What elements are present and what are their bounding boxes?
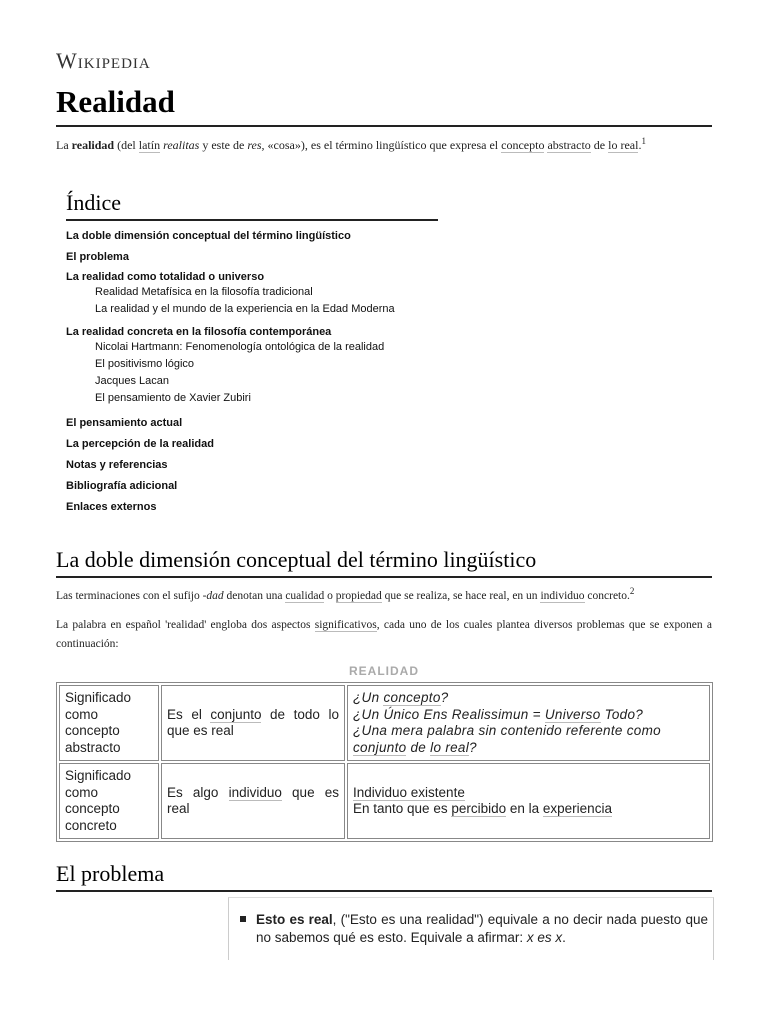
cell-line [353,707,704,724]
toc-item[interactable]: La doble dimensión conceptual del término lingüístico [66,230,351,242]
link-latin[interactable]: latín [138,138,161,152]
link-conjunto[interactable]: conjunto [353,739,407,755]
cell-text: de [406,739,431,755]
intro-text: . [638,138,642,152]
wikipedia-logo[interactable]: Wikipedia [56,48,151,73]
toc-divider [66,219,438,221]
para-text: concreto. [584,589,630,602]
table-cell [161,685,345,761]
table-cell [347,763,710,839]
section1-paragraph-2 [56,616,712,654]
toc-item[interactable]: La realidad como totalidad o universo [66,271,265,283]
cell-text: ¿Un [353,690,384,705]
realidad-table [56,682,713,842]
section-divider [56,890,712,892]
link-abstracto[interactable]: abstracto [547,138,591,152]
link-individuo[interactable]: individuo [540,589,585,602]
link-universo[interactable]: Universo [544,706,601,722]
toc-item[interactable]: Bibliografía adicional [66,480,178,492]
link-percibido[interactable]: percibido [451,801,507,816]
title-divider [56,125,712,127]
quote-text: . [562,930,566,945]
cell-text: En tanto que es [353,801,452,816]
table-row [59,763,710,839]
link-cualidad[interactable]: cualidad [285,589,325,602]
table-cell: Significado como concepto abstracto [59,685,159,761]
cell-text: Es el [167,706,211,722]
reference-2[interactable]: 2 [629,586,635,596]
link-individuo[interactable]: individuo [228,784,282,800]
para-text: que se realiza, se hace real, en un [381,589,541,602]
cell-line [353,723,704,756]
toc-item[interactable]: El problema [66,251,129,263]
toc-subitem[interactable]: El pensamiento de Xavier Zubiri [95,392,251,404]
intro-paragraph [56,132,716,154]
link-experiencia[interactable]: experiencia [542,801,612,816]
toc-item[interactable]: El pensamiento actual [66,417,183,429]
section-heading-el-problema: El problema [56,861,165,886]
toc-subitem[interactable]: Realidad Metafísica en la filosofía tradicional [95,286,313,298]
link-lo-real[interactable]: lo real [608,138,639,152]
cell-line [353,690,704,707]
toc-subitem[interactable]: La realidad y el mundo de la experiencia en la Edad Moderna [95,303,395,315]
intro-text: La [56,138,72,152]
cell-text: ¿Una mera palabra sin contenido referente como [353,723,661,738]
table-of-contents [66,227,526,519]
toc-item[interactable]: Enlaces externos [66,501,157,513]
cell-text: en la [506,801,543,816]
link-conjunto[interactable]: conjunto [210,706,262,722]
quote-bold: Esto es real [256,912,333,927]
para-text: La palabra en español 'realidad' engloba dos aspectos [56,619,315,631]
para-text: o [324,589,336,602]
cell-text: Es algo [167,784,229,800]
quote-italic: x es x [526,930,563,945]
toc-subitem[interactable]: El positivismo lógico [95,358,195,370]
toc-item[interactable]: Notas y referencias [66,459,168,471]
italic-dad: dad [206,589,224,602]
table-cell [347,685,710,761]
toc-item[interactable]: La percepción de la realidad [66,438,214,450]
intro-text: «cosa»), es el término lingüístico que expresa el [264,138,502,152]
cell-text: Todo? [600,706,644,722]
table-cell [161,763,345,839]
cell-text: que es real [167,784,339,816]
toc-group [66,269,526,324]
toc-subitem[interactable]: Jacques Lacan [95,375,169,387]
cell-text: ? [440,690,449,705]
link-significativos[interactable]: significativos [314,619,377,631]
para-text: denotan una [223,589,286,602]
cell-line [353,801,704,818]
cell-text: de todo lo que es real [167,706,339,738]
cell-text: ? [469,739,477,755]
toc-subitem[interactable]: Nicolai Hartmann: Fenomenología ontológica de la realidad [95,341,385,353]
table-cell: Significado como concepto concreto [59,763,159,839]
section-heading-doble-dimension: La doble dimensión conceptual del término lingüístico [56,547,537,572]
cell-line [353,785,704,802]
intro-text: (del [114,138,139,152]
para-text: , cada uno de los cuales plantea diversos problemas que se exponen a continuación: [56,619,712,650]
intro-bold-term: realidad [71,138,115,152]
toc-item[interactable]: La realidad concreta en la filosofía contemporánea [66,326,332,338]
reference-1[interactable]: 1 [641,136,646,146]
link-individuo-existente[interactable]: Individuo existente [353,784,465,800]
toc-group [66,324,526,414]
quote-list-item [256,911,708,947]
intro-italic-res: res, [247,138,265,152]
toc-heading: Índice [66,190,121,215]
section-divider [56,576,712,578]
link-propiedad[interactable]: propiedad [335,589,382,602]
intro-text: y este de [199,138,248,152]
section1-paragraph-1 [56,582,712,606]
link-lo-real[interactable]: lo real [430,739,470,755]
link-concepto[interactable]: concepto [383,690,441,705]
cell-text: ¿Un Único Ens Realissimun = [353,706,545,722]
para-text: Las terminaciones con el sufijo - [56,589,207,602]
intro-text: de [590,138,609,152]
table-caption: REALIDAD [349,664,419,678]
page-title: Realidad [56,84,175,119]
quote-text: , ("Esto es una realidad") equivale a no decir nada puesto que no sabemos qué es esto. Equivale a afirmar: [256,912,709,945]
intro-italic-realitas: realitas [163,138,200,152]
link-concepto[interactable]: concepto [501,138,545,152]
table-row [59,685,710,761]
bullet-icon [240,916,246,922]
